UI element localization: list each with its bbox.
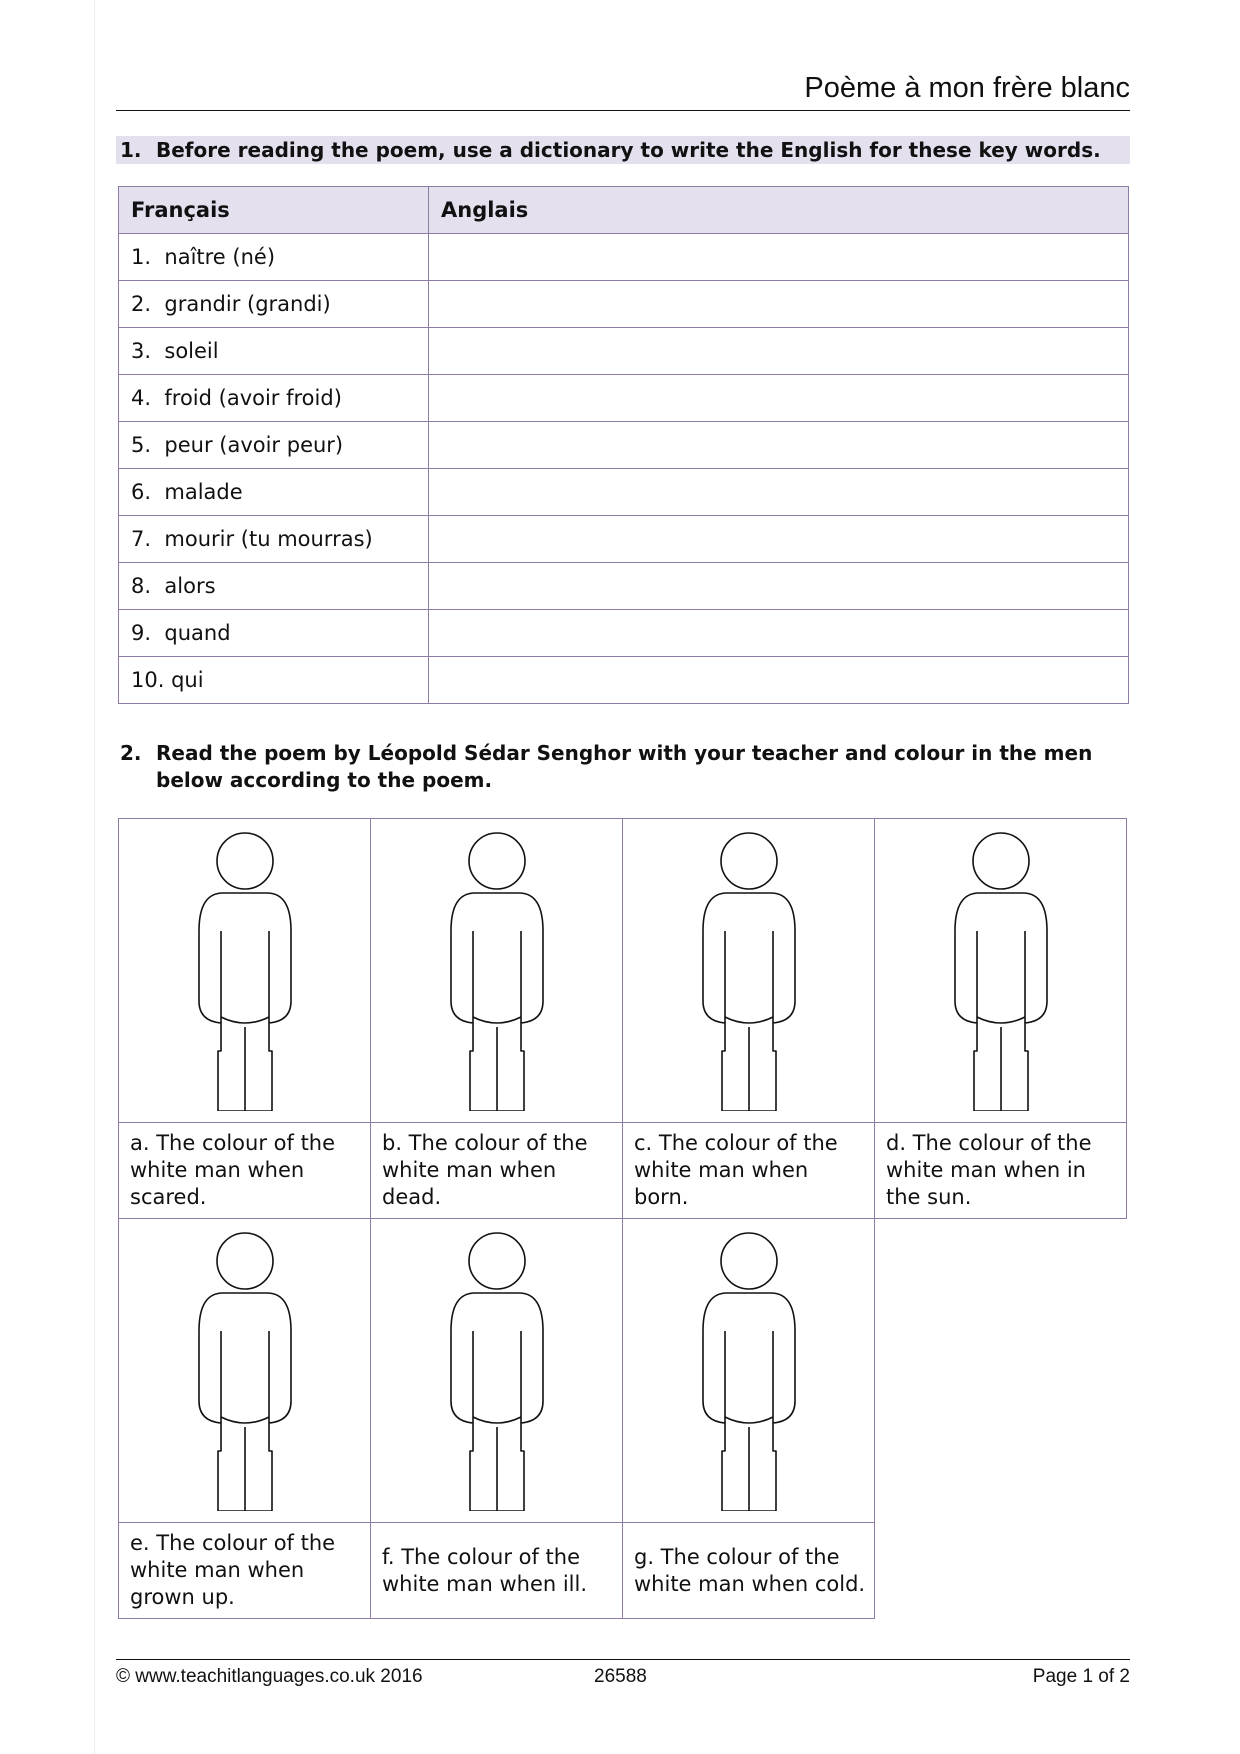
footer-copyright: © www.teachitlanguages.co.uk 2016	[116, 1666, 423, 1687]
person-outline-icon	[699, 831, 799, 1111]
footer-rule	[116, 1659, 1130, 1660]
empty-cell	[875, 1523, 1127, 1619]
caption-row	[119, 1523, 1127, 1619]
answer-cell[interactable]	[429, 516, 1129, 563]
vocab-table	[118, 186, 1129, 704]
figure-cell-b[interactable]	[371, 819, 623, 1123]
answer-cell[interactable]	[429, 422, 1129, 469]
figure-caption: a. The colour of the white man when scared.	[119, 1123, 371, 1219]
person-outline-icon	[951, 831, 1051, 1111]
empty-cell	[875, 1219, 1127, 1523]
vocab-word: 5. peur (avoir peur)	[119, 422, 429, 469]
answer-cell[interactable]	[429, 281, 1129, 328]
table-row	[119, 516, 1129, 563]
answer-cell[interactable]	[429, 328, 1129, 375]
question-2-number: 2.	[120, 741, 142, 765]
vocab-word: 9. quand	[119, 610, 429, 657]
figure-caption: c. The colour of the white man when born.	[623, 1123, 875, 1219]
table-row	[119, 563, 1129, 610]
colouring-grid	[118, 818, 1127, 1619]
vocab-word: 4. froid (avoir froid)	[119, 375, 429, 422]
person-outline-icon	[447, 831, 547, 1111]
answer-cell[interactable]	[429, 657, 1129, 704]
table-row	[119, 610, 1129, 657]
figure-caption: g. The colour of the white man when cold.	[623, 1523, 875, 1619]
question-1	[116, 136, 1130, 164]
table-row	[119, 281, 1129, 328]
col-header-anglais: Anglais	[429, 187, 1129, 234]
figure-cell-e[interactable]	[119, 1219, 371, 1523]
vocab-header-row	[119, 187, 1129, 234]
figure-cell-c[interactable]	[623, 819, 875, 1123]
table-row	[119, 375, 1129, 422]
answer-cell[interactable]	[429, 563, 1129, 610]
figure-cell-f[interactable]	[371, 1219, 623, 1523]
answer-cell[interactable]	[429, 469, 1129, 516]
figure-row	[119, 819, 1127, 1123]
table-row	[119, 328, 1129, 375]
vocab-word: 10. qui	[119, 657, 429, 704]
header-rule	[116, 110, 1130, 111]
footer-page-number: Page 1 of 2	[1032, 1666, 1130, 1687]
vocab-word: 8. alors	[119, 563, 429, 610]
vocab-word: 7. mourir (tu mourras)	[119, 516, 429, 563]
figure-row	[119, 1219, 1127, 1523]
answer-cell[interactable]	[429, 610, 1129, 657]
table-row	[119, 657, 1129, 704]
vocab-word: 3. soleil	[119, 328, 429, 375]
figure-cell-a[interactable]	[119, 819, 371, 1123]
page-title: Poème à mon frère blanc	[804, 72, 1130, 104]
table-row	[119, 422, 1129, 469]
figure-caption: f. The colour of the white man when ill.	[371, 1523, 623, 1619]
answer-cell[interactable]	[429, 234, 1129, 281]
vocab-word: 6. malade	[119, 469, 429, 516]
footer-code: 26588	[594, 1666, 647, 1687]
vocab-word: 2. grandir (grandi)	[119, 281, 429, 328]
figure-caption: d. The colour of the white man when in the sun.	[875, 1123, 1127, 1219]
figure-cell-d[interactable]	[875, 819, 1127, 1123]
person-outline-icon	[195, 831, 295, 1111]
figure-cell-g[interactable]	[623, 1219, 875, 1523]
question-1-number: 1.	[120, 138, 142, 162]
person-outline-icon	[195, 1231, 295, 1511]
figure-caption: b. The colour of the white man when dead.	[371, 1123, 623, 1219]
answer-cell[interactable]	[429, 375, 1129, 422]
page-edge	[94, 0, 95, 1754]
table-row	[119, 469, 1129, 516]
question-1-text: Before reading the poem, use a dictionary to write the English for these key words.	[156, 138, 1101, 162]
caption-row	[119, 1123, 1127, 1219]
person-outline-icon	[447, 1231, 547, 1511]
vocab-word: 1. naître (né)	[119, 234, 429, 281]
person-outline-icon	[699, 1231, 799, 1511]
figure-caption: e. The colour of the white man when grown up.	[119, 1523, 371, 1619]
col-header-francais: Français	[119, 187, 429, 234]
table-row	[119, 234, 1129, 281]
question-2-text: Read the poem by Léopold Sédar Senghor with your teacher and colour in the men below according to the poem.	[156, 741, 1093, 792]
question-2	[120, 740, 1130, 794]
